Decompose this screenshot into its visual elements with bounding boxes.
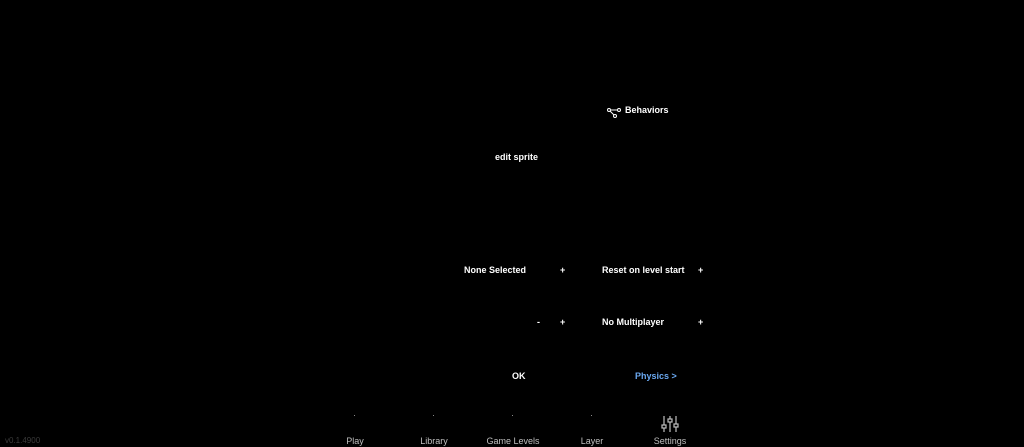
sliders-icon (661, 415, 679, 433)
multiplayer-add-button[interactable]: + (698, 317, 704, 327)
nav-game-levels[interactable] (481, 414, 545, 447)
nav-layer-label: Layer (580, 436, 604, 446)
nav-game-levels-icon (512, 415, 513, 416)
nav-play-label: Play (346, 436, 364, 446)
multiplayer-select[interactable]: No Multiplayer (602, 317, 665, 327)
increment-button[interactable]: + (560, 317, 566, 327)
behaviors-icon (607, 105, 621, 115)
nav-play-icon (354, 415, 355, 416)
nav-settings[interactable] (638, 414, 702, 447)
nav-library-icon (433, 415, 434, 416)
nav-layer[interactable] (560, 414, 624, 447)
nav-play[interactable] (323, 414, 387, 447)
behaviors-label: Behaviors (625, 104, 669, 115)
collision-select[interactable]: None Selected (464, 265, 527, 275)
nav-settings-label: Settings (653, 436, 687, 446)
nav-library-label: Library (420, 436, 448, 446)
nav-library[interactable] (402, 414, 466, 447)
reset-mode-add-button[interactable]: + (698, 265, 704, 275)
collision-add-button[interactable]: + (560, 265, 566, 275)
physics-link[interactable]: Physics > (635, 371, 677, 381)
reset-mode-select[interactable]: Reset on level start (602, 265, 685, 275)
nav-game-levels-label: Game Levels (486, 436, 540, 446)
nav-layer-icon (591, 415, 592, 416)
decrement-button[interactable]: - (537, 317, 540, 327)
version-label: v0.1.4900 (5, 436, 41, 445)
ok-button[interactable]: OK (512, 371, 526, 381)
edit-sprite-button[interactable]: edit sprite (495, 152, 539, 162)
behaviors-button[interactable] (607, 103, 669, 117)
